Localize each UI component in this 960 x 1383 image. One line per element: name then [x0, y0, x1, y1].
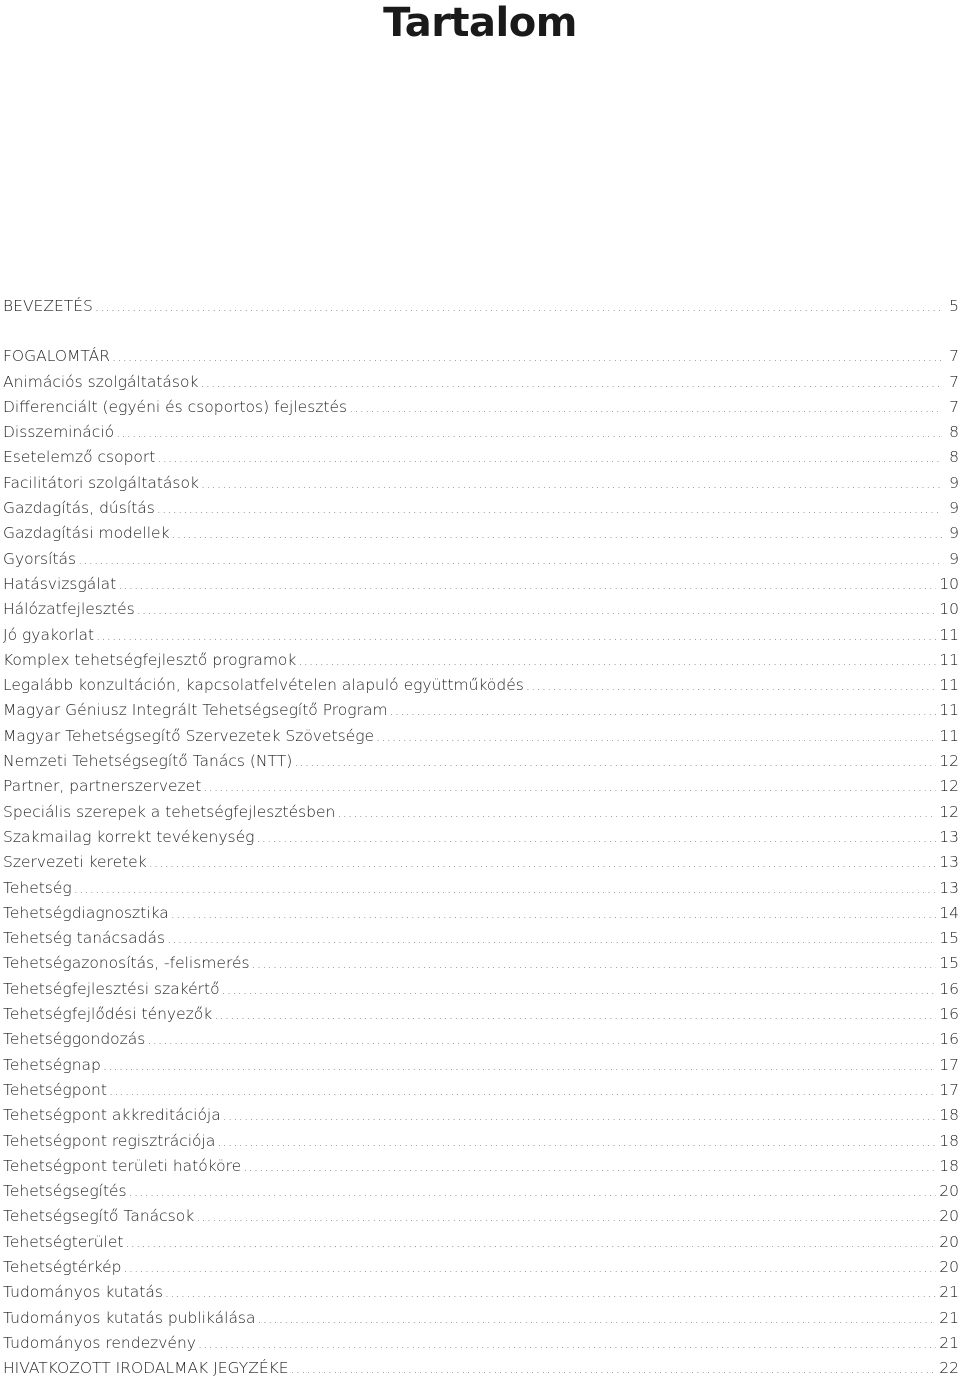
- dot-leader: [165, 1281, 936, 1306]
- toc-entry-label: Tehetségnap: [3, 1055, 101, 1074]
- dot-leader: [222, 978, 937, 1003]
- toc-entry-label: Tehetséggondozás: [3, 1030, 146, 1049]
- toc-entry-page-number: 18: [939, 1156, 959, 1175]
- toc-entry[interactable]: [3, 1179, 959, 1204]
- dot-leader: [74, 877, 937, 902]
- dot-leader: [147, 1028, 936, 1053]
- toc-entry-page-number: 21: [939, 1333, 959, 1352]
- dot-leader: [217, 1130, 936, 1155]
- toc-entry-label: Tudományos kutatás: [3, 1283, 163, 1302]
- toc-entry[interactable]: [3, 1129, 959, 1154]
- dot-leader: [201, 472, 942, 497]
- dot-leader: [390, 699, 937, 724]
- dot-leader: [157, 497, 942, 522]
- toc-entry-label: Tehetségpont: [3, 1080, 107, 1099]
- toc-entry-label: Facilitátori szolgáltatások: [3, 473, 199, 492]
- toc-entry-label: Tehetségpont regisztrációja: [3, 1131, 216, 1150]
- toc-entry-page-number: 12: [939, 802, 959, 821]
- toc-entry[interactable]: [3, 977, 959, 1002]
- dot-leader: [200, 371, 942, 396]
- toc-entry-label: Hálózatfejlesztés: [3, 600, 135, 619]
- toc-entry[interactable]: [3, 901, 959, 926]
- toc-entry-label: BEVEZETÉS: [3, 297, 93, 315]
- dot-leader: [149, 851, 937, 876]
- toc-entry-page-number: 15: [939, 929, 959, 948]
- dot-leader: [252, 952, 937, 977]
- toc-entry[interactable]: [3, 724, 959, 749]
- dot-leader: [171, 902, 936, 927]
- toc-entry[interactable]: [3, 521, 959, 546]
- toc-entry-page-number: 20: [939, 1232, 959, 1251]
- dot-leader: [376, 725, 936, 750]
- toc-entry-label: Gazdagítási modellek: [3, 524, 170, 543]
- dot-leader: [125, 1231, 936, 1256]
- toc-entry-page-number: 22: [939, 1359, 959, 1378]
- toc-entry-page-number: 12: [939, 777, 959, 796]
- toc-entry[interactable]: [3, 496, 959, 521]
- dot-leader: [78, 548, 942, 573]
- dot-leader: [124, 1256, 937, 1281]
- toc-entry-page-number: 17: [939, 1080, 959, 1099]
- toc-entry[interactable]: [3, 876, 959, 901]
- dot-leader: [223, 1104, 937, 1129]
- toc-entry[interactable]: [3, 1103, 959, 1128]
- toc-entry-label: Szervezeti keretek: [3, 853, 147, 872]
- toc-entry[interactable]: [3, 774, 959, 799]
- toc-entry[interactable]: [3, 673, 959, 698]
- toc-entry-page-number: 10: [939, 600, 959, 619]
- dot-leader: [96, 624, 936, 649]
- toc-entry[interactable]: [3, 850, 959, 875]
- dot-leader: [294, 750, 936, 775]
- dot-leader: [196, 1205, 936, 1230]
- toc-entry-label: Tudományos rendezvény: [3, 1333, 196, 1352]
- toc-entry-label: Tehetség tanácsadás: [3, 929, 166, 948]
- dot-leader: [526, 674, 936, 699]
- toc-entry-label: Tehetségterület: [3, 1232, 124, 1251]
- toc-entry[interactable]: [3, 547, 959, 572]
- toc-entry-page-number: 11: [939, 701, 959, 720]
- toc-entry-page-number: 21: [939, 1308, 959, 1327]
- toc-entry[interactable]: [3, 1356, 959, 1381]
- toc-entry-label: Speciális szerepek a tehetségfejlesztésben: [3, 802, 336, 821]
- toc-entry-label: Komplex tehetségfejlesztő programok: [3, 650, 297, 669]
- toc-entry-page-number: 11: [939, 625, 959, 644]
- toc-entry-page-number: 11: [939, 676, 959, 695]
- toc-entry[interactable]: [3, 825, 959, 850]
- dot-leader: [95, 295, 942, 320]
- toc-entry[interactable]: [3, 648, 959, 673]
- toc-entry-label: FOGALOMTÁR: [3, 347, 111, 366]
- toc-entry[interactable]: [3, 1053, 959, 1078]
- toc-entry-page-number: 16: [939, 1005, 959, 1024]
- toc-entry[interactable]: [3, 800, 959, 825]
- toc-entry[interactable]: [3, 951, 959, 976]
- toc-entry-label: Gyorsítás: [3, 549, 77, 568]
- toc-entry-label: Szakmailag korrekt tevékenység: [3, 827, 255, 846]
- dot-leader: [157, 446, 942, 471]
- toc-entry[interactable]: [3, 1078, 959, 1103]
- dot-leader: [103, 1054, 936, 1079]
- toc-entry-label: Differenciált (egyéni és csoportos) fejlesztés: [3, 397, 348, 416]
- toc-entry[interactable]: [3, 749, 959, 774]
- toc-entry-page-number: 21: [939, 1283, 959, 1302]
- dot-leader: [172, 522, 942, 547]
- toc-entry-page-number: 7: [949, 372, 959, 391]
- dot-leader: [116, 421, 942, 446]
- toc-entry-page-number: 13: [939, 878, 959, 897]
- toc-entry[interactable]: [3, 1306, 959, 1331]
- dot-leader: [118, 573, 936, 598]
- dot-leader: [298, 649, 936, 674]
- dot-leader: [198, 1332, 936, 1357]
- toc-entry[interactable]: [3, 1204, 959, 1229]
- toc-entry-page-number: 13: [939, 827, 959, 846]
- dot-leader: [129, 1180, 937, 1205]
- dot-leader: [243, 1155, 936, 1180]
- toc-entry-page-number: 20: [939, 1182, 959, 1201]
- toc-entry[interactable]: [3, 344, 959, 369]
- toc-entry[interactable]: [3, 1154, 959, 1179]
- toc-entry-label: Tehetség: [3, 878, 72, 897]
- toc-entry-page-number: 10: [939, 574, 959, 593]
- toc-entry-page-number: 16: [939, 979, 959, 998]
- toc-entry-page-number: 18: [939, 1131, 959, 1150]
- toc-entry[interactable]: [3, 1002, 959, 1027]
- toc-entry-page-number: 11: [939, 650, 959, 669]
- toc-entry[interactable]: [3, 623, 959, 648]
- toc-entry[interactable]: [3, 1331, 959, 1356]
- toc-entry-label: Tehetségpont területi hatóköre: [3, 1156, 242, 1175]
- toc-entry-page-number: 14: [939, 903, 959, 922]
- dot-leader: [256, 826, 936, 851]
- toc-entry[interactable]: [3, 1027, 959, 1052]
- toc-entry[interactable]: [3, 1230, 959, 1255]
- toc-entry-label: Nemzeti Tehetségsegítő Tanács (NTT): [3, 752, 293, 771]
- toc-entry-page-number: 8: [949, 423, 959, 442]
- toc-entry[interactable]: [3, 1255, 959, 1280]
- toc-entry-label: Tehetségfejlődési tényezők: [3, 1005, 213, 1024]
- toc-entry-label: Esetelemző csoport: [3, 448, 156, 467]
- toc-entry-label: Magyar Tehetségsegítő Szervezetek Szövetsége: [3, 726, 375, 745]
- toc-entry-label: Jó gyakorlat: [3, 625, 95, 644]
- dot-leader: [137, 598, 937, 623]
- toc-entry-label: Disszemináció: [3, 423, 115, 442]
- toc-entry-page-number: 20: [939, 1207, 959, 1226]
- dot-leader: [291, 1357, 937, 1382]
- toc-entry-label: Tehetségfejlesztési szakértő: [3, 979, 220, 998]
- page-title: Tartalom: [383, 0, 577, 46]
- toc-entry[interactable]: [3, 597, 959, 622]
- dot-leader: [349, 396, 942, 421]
- table-of-contents: [3, 294, 959, 1381]
- toc-entry[interactable]: [3, 294, 959, 319]
- toc-entry-label: Gazdagítás, dúsítás: [3, 499, 155, 518]
- toc-entry-page-number: 8: [949, 448, 959, 467]
- toc-entry-page-number: 15: [939, 954, 959, 973]
- toc-entry[interactable]: [3, 395, 959, 420]
- toc-entry-page-number: 11: [939, 726, 959, 745]
- toc-entry[interactable]: [3, 1280, 959, 1305]
- toc-entry-label: Tehetségsegítő Tanácsok: [3, 1207, 195, 1226]
- toc-entry[interactable]: [3, 370, 959, 395]
- toc-entry-page-number: 9: [949, 473, 959, 492]
- dot-leader: [337, 801, 936, 826]
- toc-entry-label: Tehetségdiagnosztika: [3, 903, 169, 922]
- toc-entry[interactable]: [3, 445, 959, 470]
- toc-entry-label: Tehetségpont akkreditációja: [3, 1106, 221, 1125]
- dot-leader: [112, 345, 942, 370]
- toc-entry-label: Hatásvizsgálat: [3, 574, 117, 593]
- toc-entry-page-number: 5: [949, 297, 959, 315]
- toc-entry-label: HIVATKOZOTT IRODALMAK JEGYZÉKE: [3, 1359, 289, 1378]
- dot-leader: [109, 1079, 936, 1104]
- toc-entry[interactable]: [3, 572, 959, 597]
- toc-entry-label: Magyar Géniusz Integrált Tehetségsegítő Program: [3, 701, 388, 720]
- dot-leader: [167, 927, 936, 952]
- toc-entry-page-number: 17: [939, 1055, 959, 1074]
- toc-entry-label: Legalább konzultáción, kapcsolatfelvételen alapuló együttműködés: [3, 676, 524, 695]
- toc-entry-page-number: 9: [949, 499, 959, 518]
- toc-entry-label: Partner, partnerszervezet: [3, 777, 202, 796]
- toc-entry-page-number: 7: [949, 397, 959, 416]
- toc-entry-page-number: 7: [949, 347, 959, 366]
- dot-leader: [214, 1003, 936, 1028]
- toc-entry-page-number: 20: [939, 1257, 959, 1276]
- toc-entry-label: Tehetségtérkép: [3, 1257, 122, 1276]
- toc-entry[interactable]: [3, 698, 959, 723]
- toc-entry-page-number: 9: [949, 524, 959, 543]
- toc-entry-label: Tehetségazonosítás, -felismerés: [3, 954, 250, 973]
- toc-entry-page-number: 18: [939, 1106, 959, 1125]
- toc-entry-page-number: 12: [939, 752, 959, 771]
- toc-entry[interactable]: [3, 471, 959, 496]
- toc-entry-page-number: 9: [949, 549, 959, 568]
- toc-entry[interactable]: [3, 926, 959, 951]
- toc-entry-page-number: 16: [939, 1030, 959, 1049]
- toc-entry-label: Animációs szolgáltatások: [3, 372, 199, 391]
- toc-entry-label: Tehetségsegítés: [3, 1182, 127, 1201]
- toc-entry[interactable]: [3, 420, 959, 445]
- toc-entry-label: Tudományos kutatás publikálása: [3, 1308, 256, 1327]
- dot-leader: [258, 1307, 937, 1332]
- toc-entry-page-number: 13: [939, 853, 959, 872]
- dot-leader: [203, 775, 936, 800]
